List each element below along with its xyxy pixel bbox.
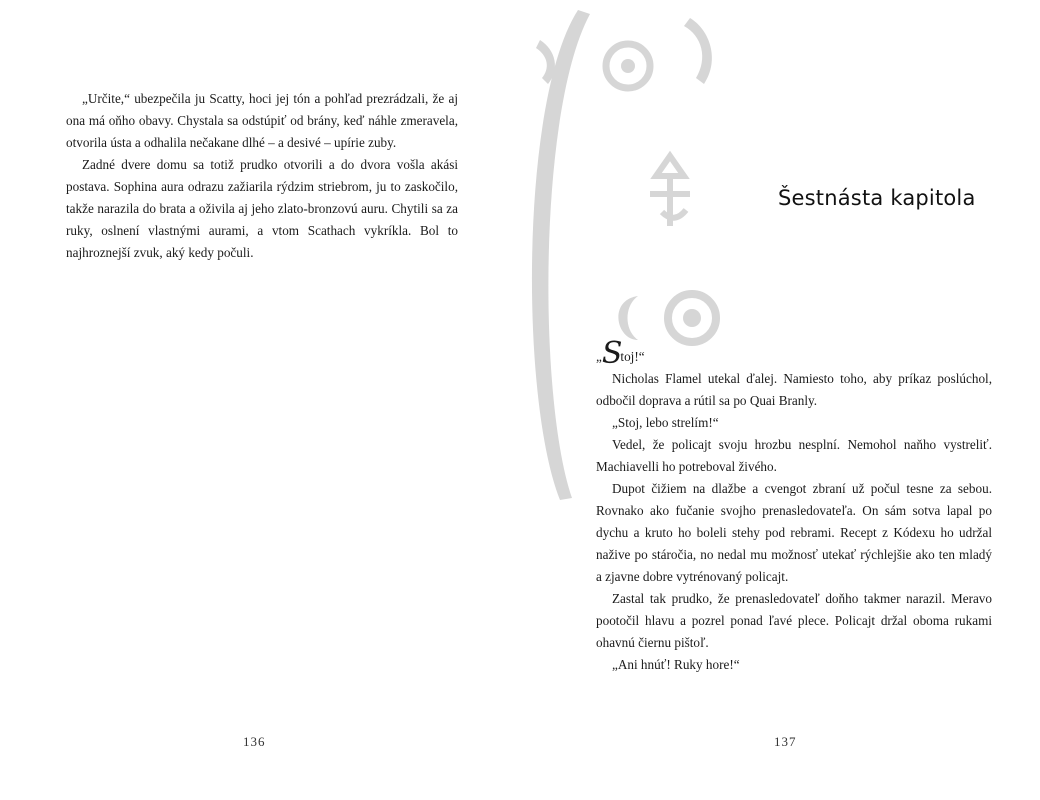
opening-line-rest: toj!“ <box>620 349 645 364</box>
left-page-text <box>66 88 458 264</box>
paragraph: „Stoj, lebo strelím!“ <box>612 415 719 430</box>
page-number-left: 136 <box>243 734 266 749</box>
opening-line <box>596 336 992 371</box>
right-page-text <box>596 336 992 676</box>
chapter-title: Šestnásta kapitola <box>778 186 976 210</box>
paragraph: „Ani hnúť! Ruky hore!“ <box>612 657 740 672</box>
swirl-ornament <box>684 18 712 84</box>
right-page <box>520 0 1040 800</box>
hook-ornament <box>536 40 555 84</box>
triangle-cross-symbol-icon <box>650 156 690 226</box>
paragraph: Vedel, že policajt svoju hrozbu nesplní. Nemohol naňho vystreliť. Machiavelli ho potreboval živého. <box>596 437 992 474</box>
paragraph: Zadné dvere domu sa totiž prudko otvorili a do dvora vošla akási postava. Sophina aura odrazu zažiarila rýdzim striebrom, ju to zaskočilo, takže narazila do brata a oživila aj jeho zlato-bronzovú auru. Chytili sa za ruky, oslnení vlastnými aurami, a vtom Scathach vykríkla. Bol to najhroznejší zvuk, aký kedy počuli. <box>66 157 458 260</box>
moon-circle-symbol-icon <box>618 294 716 342</box>
opening-quote-mark: „ <box>596 349 602 364</box>
paragraph: Zastal tak prudko, že prenasledovateľ doňho takmer narazil. Meravo pootočil hlavu a pozrel ponad ľavé plece. Policajt držal oboma rukami ohavnú čiernu pištoľ. <box>596 591 992 650</box>
sun-symbol-icon <box>606 44 650 88</box>
page-number-right: 137 <box>774 734 797 749</box>
paragraph: Dupot čižiem na dlažbe a cvengot zbraní už počul tesne za sebou. Rovnako ako fučanie svojho prenasledovateľa. On sám sotva lapal po dychu a kruto ho boleli stehy pod rebrami. Recept z Kódexu ho udržal nažive po stáročia, no nedal mu možnosť utekať rýchlejšie ako ten mladý a zjavne dobre vytrénovaný policajt. <box>596 481 992 584</box>
crescent-arc-ornament <box>532 10 590 500</box>
paragraph: „Určite,“ ubezpečila ju Scatty, hoci jej tón a pohľad prezrádzali, že aj ona má oňho obavy. Chystala sa odstúpiť od brány, keď náhle zmeravela, otvorila ústa a odhalila nečakane dlhé – a desivé – upírie zuby. <box>66 91 458 150</box>
paragraph: Nicholas Flamel utekal ďalej. Namiesto toho, aby príkaz poslúchol, odbočil doprava a rútil sa po Quai Branly. <box>596 371 992 408</box>
drop-cap: S <box>601 336 621 371</box>
